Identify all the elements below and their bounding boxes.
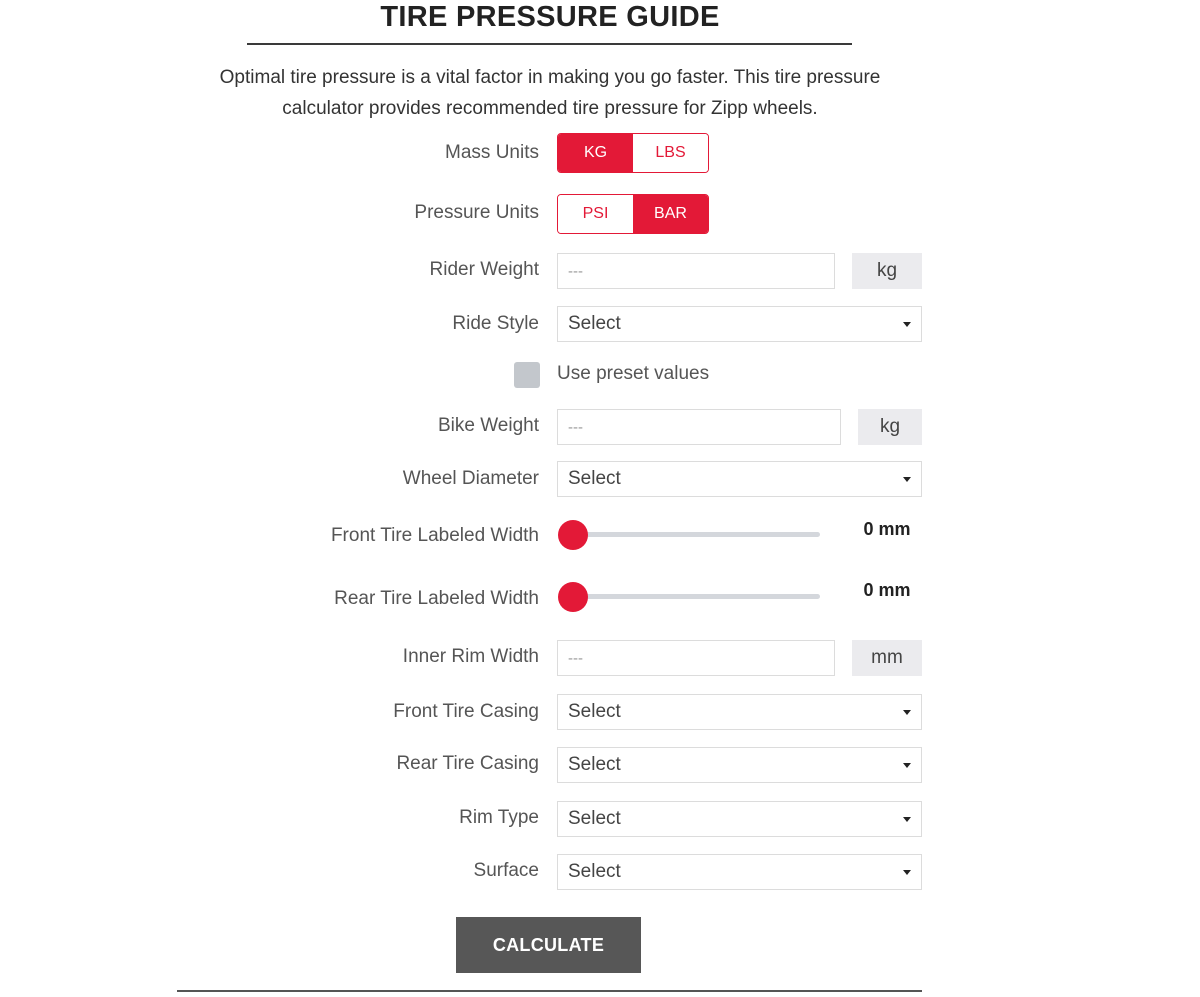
rider-weight-label: Rider Weight (429, 259, 539, 280)
rear-tire-casing-select[interactable] (557, 747, 922, 783)
pressure-units-psi-option[interactable]: PSI (558, 195, 633, 233)
mass-units-label: Mass Units (445, 142, 539, 163)
page-title: TIRE PRESSURE GUIDE (380, 1, 720, 33)
mass-units-lbs-option[interactable]: LBS (633, 134, 708, 172)
ride-style-select[interactable] (557, 306, 922, 342)
inner-rim-width-label: Inner Rim Width (402, 646, 539, 667)
caret-down-icon (903, 763, 911, 768)
intro-line-1: Optimal tire pressure is a vital factor in making you go faster. This tire pressure (219, 67, 881, 88)
mass-units-toggle (557, 133, 709, 173)
rear-tire-width-slider-track[interactable] (572, 594, 820, 599)
intro-line-2: calculator provides recommended tire pressure for Zipp wheels. (282, 98, 818, 119)
rim-type-select[interactable] (557, 801, 922, 837)
bike-weight-label: Bike Weight (437, 415, 539, 436)
rear-tire-width-slider-thumb[interactable] (558, 582, 588, 612)
caret-down-icon (903, 322, 911, 327)
ride-style-label: Ride Style (452, 313, 539, 334)
pressure-units-bar-option[interactable]: BAR (633, 195, 708, 233)
rider-weight-unit: kg (852, 253, 922, 289)
surface-select[interactable] (557, 854, 922, 890)
bike-weight-input[interactable] (557, 409, 841, 445)
wheel-diameter-label: Wheel Diameter (402, 468, 539, 489)
preset-values-checkbox[interactable] (514, 362, 540, 388)
front-tire-width-slider-thumb[interactable] (558, 520, 588, 550)
rider-weight-input[interactable] (557, 253, 835, 289)
front-tire-width-slider-track[interactable] (572, 532, 820, 537)
rear-tire-width-label: Rear Tire Labeled Width (334, 588, 539, 609)
wheel-diameter-value: Select (568, 468, 621, 489)
intro-text (180, 62, 920, 124)
inner-rim-width-unit: mm (852, 640, 922, 676)
rear-tire-casing-label: Rear Tire Casing (396, 753, 539, 774)
ride-style-value: Select (568, 313, 621, 334)
caret-down-icon (903, 477, 911, 482)
front-tire-width-value: 0 mm (863, 519, 911, 539)
inner-rim-width-input[interactable] (557, 640, 835, 676)
mass-units-kg-option[interactable]: KG (558, 134, 633, 172)
front-tire-casing-select[interactable] (557, 694, 922, 730)
caret-down-icon (903, 870, 911, 875)
front-tire-casing-label: Front Tire Casing (393, 701, 539, 722)
rear-tire-width-value: 0 mm (863, 580, 911, 600)
rim-type-value: Select (568, 808, 621, 829)
bottom-divider (177, 990, 922, 992)
preset-values-label: Use preset values (557, 363, 710, 384)
caret-down-icon (903, 817, 911, 822)
surface-label: Surface (473, 860, 539, 881)
pressure-units-label: Pressure Units (414, 202, 539, 223)
front-tire-casing-value: Select (568, 701, 621, 722)
rim-type-label: Rim Type (459, 807, 539, 828)
wheel-diameter-select[interactable] (557, 461, 922, 497)
surface-value: Select (568, 861, 621, 882)
pressure-units-toggle (557, 194, 709, 234)
caret-down-icon (903, 710, 911, 715)
rear-tire-casing-value: Select (568, 754, 621, 775)
title-divider (247, 43, 852, 45)
front-tire-width-label: Front Tire Labeled Width (330, 525, 539, 546)
calculate-button[interactable]: CALCULATE (456, 917, 641, 973)
bike-weight-unit: kg (858, 409, 922, 445)
